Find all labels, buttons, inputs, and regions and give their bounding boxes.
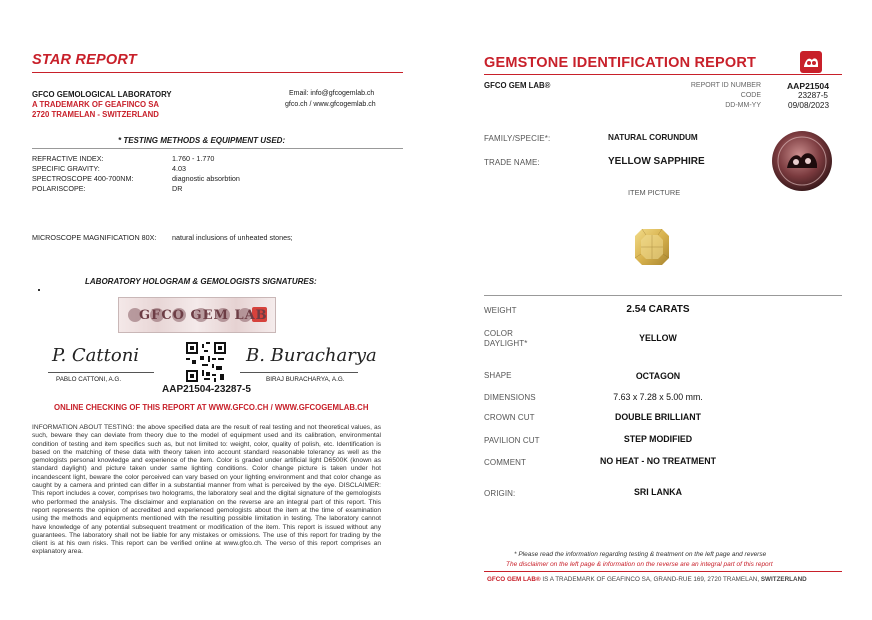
- hologram-heading: LABORATORY HOLOGRAM & GEMOLOGISTS SIGNATURES:: [85, 277, 317, 286]
- report-id-value: AAP21504: [786, 81, 829, 91]
- footer-brand: GFCO GEM LAB®: [487, 576, 541, 583]
- testing-heading: * TESTING METHODS & EQUIPMENT USED:: [118, 136, 286, 145]
- footer-country: SWITZERLAND: [760, 576, 807, 583]
- hologram: [118, 297, 276, 333]
- family-label: FAMILY/SPECIE*:: [484, 134, 551, 143]
- left-title-divider: [32, 72, 403, 73]
- signature-line-2: [240, 372, 358, 373]
- disclaimer-note: The disclaimer on the left page & information on the reverse are an integral part of this report: [506, 561, 773, 568]
- test-value: 4.03: [172, 164, 186, 173]
- test-label: REFRACTIVE INDEX:: [32, 154, 104, 163]
- date-value: 09/08/2023: [788, 101, 829, 110]
- property-label: COLOR: [484, 329, 513, 338]
- properties-top-divider: [484, 295, 842, 296]
- report-id-label: REPORT ID NUMBER: [690, 82, 761, 89]
- testing-information-text: INFORMATION ABOUT TESTING: the above specified data are the result of real testing and not theoretical values, as such, beware they can deviate from theory due to the model of equipment used and its calibration, environmental condition of testing and item specifics such as, but not limited to: weight, color, quality of polish, etc. Identification is based on the matching of these data with theory taken into account standard reasonable tolerancy as well as the gemologists personal knowledge and experience of the item. Color is graded under artificial light D6500K (known as standard daylight) and picture taken under same lighting conditions. Color change picture is taken under hot incandescent light, beware the color perceived can vary based on your lighting environment and that color change as caught by a camera and printed can differ in a substantial manner from what is perceived by the eye. DISCLAIMER: This report includes a cover, comprises two holograms, the laboratory seal and the digital signature of the gemologists who performed the analysis. The disclaimer and explanation on the reverse are an integral part of this report. This report represents the opinion of accredited and experienced gemologists about the item at the time of examination using the methods and equipments mentioned with the resulting possible limitation in testing. The laboratory cannot have knowledge of any potential subsequent treatment or modification of the item. This report is issued without any guarantees. The laboratory shall not be liable for any mistakes or omissions. The use of this report for trading by the client is at his own risks. This report can be verified online at www.gfco.ch. The verso of this report comprises an explanatory area.: [32, 424, 381, 556]
- property-label: ORIGIN:: [484, 489, 516, 498]
- item-picture-label: ITEM PICTURE: [628, 188, 681, 197]
- property-value: NO HEAT - NO TREATMENT: [600, 456, 716, 466]
- signature-cattoni-name: PABLO CATTONI, A.G.: [56, 376, 122, 383]
- left-page-title: STAR REPORT: [32, 52, 137, 68]
- footer-trademark: [487, 576, 807, 583]
- code-value: 23287-5: [797, 91, 828, 100]
- right-page-title: GEMSTONE IDENTIFICATION REPORT: [484, 55, 757, 71]
- test-label: SPECIFIC GRAVITY:: [32, 164, 100, 173]
- property-value: OCTAGON: [635, 371, 681, 381]
- report-code: AAP21504-23287-5: [162, 384, 251, 395]
- laboratory-seal-icon: [771, 130, 833, 192]
- brand-name: GFCO GEM LAB®: [484, 81, 551, 90]
- online-check-link[interactable]: ONLINE CHECKING OF THIS REPORT AT WWW.GFCO.CH / WWW.GFCOGEMLAB.CH: [54, 403, 369, 412]
- property-value: 2.54 CARATS: [626, 304, 690, 315]
- signature-line-1: [48, 372, 154, 373]
- signature-cattoni: P. Cattoni: [52, 345, 140, 366]
- lab-name: GFCO GEMOLOGICAL LABORATORY: [32, 90, 172, 99]
- code-label: CODE: [740, 92, 761, 99]
- trade-label: TRADE NAME:: [484, 158, 540, 167]
- test-value: 1.760 - 1.770: [172, 154, 215, 163]
- property-value: 7.63 x 7.28 x 5.00 mm.: [613, 392, 703, 402]
- family-value: NATURAL CORUNDUM: [608, 133, 698, 142]
- trademark-line: A TRADEMARK OF GEAFINCO SA: [32, 100, 160, 109]
- footer-text: IS A TRADEMARK OF GEAFINCO SA, GRAND-RUE 169, 2720 TRAMELAN,: [540, 576, 761, 583]
- qr-code-icon: [186, 342, 226, 382]
- property-value: SRI LANKA: [634, 487, 682, 497]
- microscope-value: natural inclusions of unheated stones;: [172, 233, 293, 242]
- property-label: COMMENT: [484, 458, 527, 467]
- microscope-label: MICROSCOPE MAGNIFICATION 80X:: [32, 233, 157, 242]
- test-label: SPECTROSCOPE 400-700NM:: [32, 174, 134, 183]
- property-value: STEP MODIFIED: [623, 434, 693, 444]
- property-label: WEIGHT: [484, 306, 517, 315]
- property-label: PAVILION CUT: [484, 436, 540, 445]
- color-sub-label: DAYLIGHT*: [484, 339, 528, 348]
- testing-divider: [32, 148, 403, 149]
- property-label: CROWN CUT: [484, 413, 535, 422]
- hologram-text: GFCO GEM LAB: [139, 308, 268, 323]
- signature-buracharya-name: BIRAJ BURACHARYA, A.G.: [266, 376, 345, 383]
- property-value: YELLOW: [639, 333, 677, 343]
- address-line: 2720 TRAMELAN - SWITZERLAND: [32, 110, 159, 119]
- reading-note: * Please read the information regarding testing & treatment on the left page and reverse: [514, 551, 767, 558]
- property-value: DOUBLE BRILLIANT: [614, 412, 701, 422]
- signature-buracharya: B. Buracharya: [246, 345, 377, 366]
- gemstone-photo-icon: [634, 228, 670, 266]
- property-label: DIMENSIONS: [484, 393, 536, 402]
- gfco-logo-icon: [800, 51, 822, 73]
- property-label: SHAPE: [484, 371, 512, 380]
- lab-email: Email: info@gfcogemlab.ch: [289, 90, 375, 97]
- lab-websites: gfco.ch / www.gfcogemlab.ch: [285, 101, 376, 108]
- trade-value: YELLOW SAPPHIRE: [608, 156, 705, 167]
- small-dot: [38, 289, 40, 291]
- date-label: DD-MM-YY: [725, 102, 761, 109]
- test-value: DR: [172, 184, 183, 193]
- test-value: diagnostic absorbtion: [172, 174, 240, 183]
- right-title-divider: [484, 74, 842, 75]
- test-label: POLARISCOPE:: [32, 184, 86, 193]
- footer-divider: [484, 571, 842, 572]
